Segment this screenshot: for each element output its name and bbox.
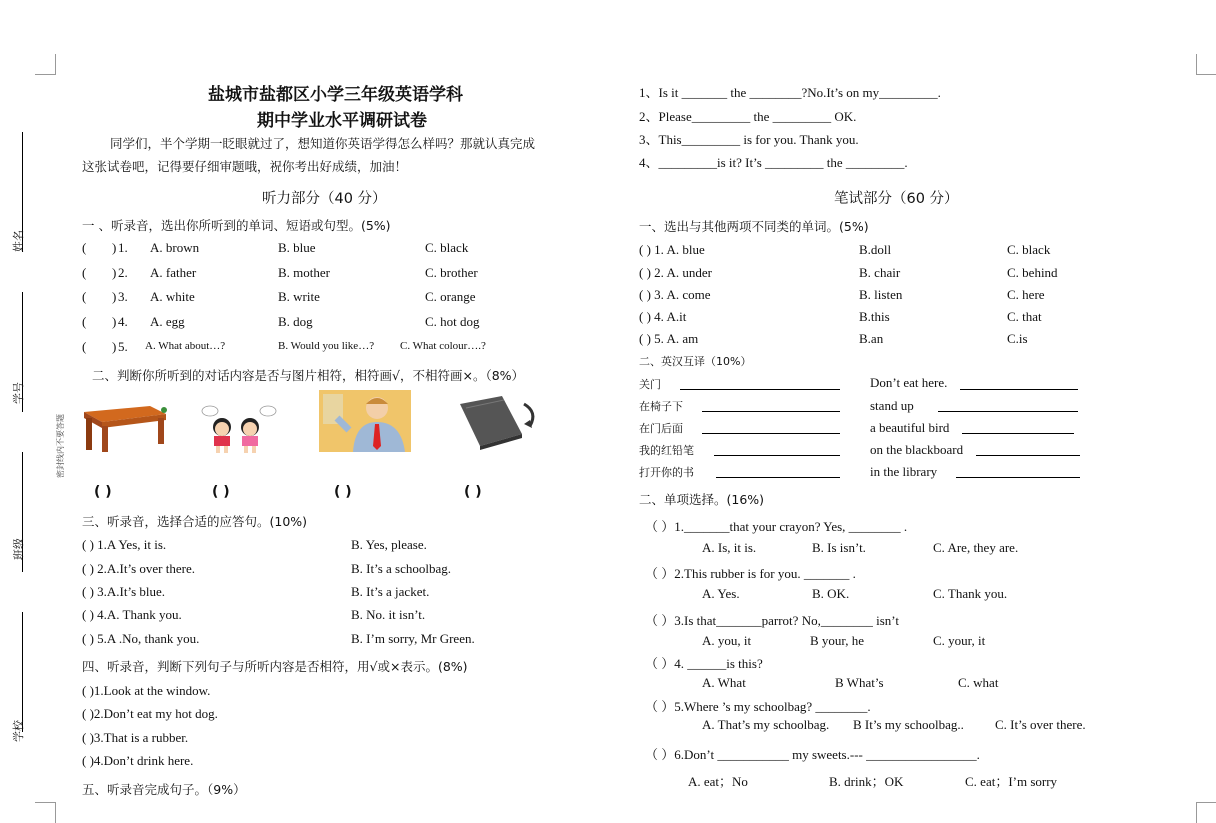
item-number: 1. bbox=[118, 240, 128, 255]
crop-mark-top-right bbox=[1196, 54, 1216, 75]
intro-line-2: 这张试卷吧，记得要仔细审题哦，祝你考出好成绩，加油！ bbox=[82, 159, 408, 174]
intro-line-1: 同学们，半个学期一眨眼就过了，想知道你英语学得怎么样吗？那就认真完成 bbox=[110, 136, 536, 151]
teacher-icon bbox=[319, 390, 411, 452]
statement: ( )2.Don’t eat my hot dog. bbox=[82, 706, 218, 721]
writing-title: 笔试部分（60 分） bbox=[834, 191, 959, 207]
en-phrase: in the library bbox=[870, 464, 938, 479]
option-b: B. No. it isn’t. bbox=[351, 607, 426, 622]
statement: ( )1.Look at the window. bbox=[82, 683, 211, 698]
en-phrase: on the blackboard bbox=[870, 442, 964, 457]
en-phrase: Don’t eat here. bbox=[870, 375, 948, 390]
listening-s4-title: 四、听录音，判断下列句子与所听内容是否相符，用√或×表示。(8%) bbox=[82, 659, 468, 674]
option-b: B. blue bbox=[278, 240, 316, 255]
exam-title-2: 期中学业水平调研试卷 bbox=[257, 111, 427, 131]
option-b: B. drink；OK bbox=[829, 774, 904, 789]
answer-line[interactable] bbox=[960, 389, 1078, 390]
option-b: B.an bbox=[859, 331, 884, 346]
option-b: B your, he bbox=[810, 633, 864, 648]
option-b: B. dog bbox=[278, 314, 313, 329]
paren-left: ( bbox=[82, 240, 87, 255]
answer-line[interactable] bbox=[938, 411, 1078, 412]
option-b: B. Is isn’t. bbox=[812, 540, 866, 555]
option-b: B. mother bbox=[278, 265, 330, 280]
listening-s5-title: 五、听录音完成句子。（9%） bbox=[82, 782, 246, 797]
option-c: C. Thank you. bbox=[933, 586, 1008, 601]
option-a: A. egg bbox=[150, 314, 185, 329]
option-c: C. What colour….? bbox=[400, 340, 486, 352]
book-icon bbox=[458, 394, 540, 450]
mc-question: （ ）6.Don’t ___________ my sweets.--- _________________. bbox=[645, 747, 980, 762]
answer-blank-4[interactable]: ( ) bbox=[464, 484, 482, 500]
mc-question: （ ）3.Is that_______parrot? No,________ isn’t bbox=[645, 613, 899, 628]
option-b: B. OK. bbox=[812, 586, 850, 601]
crop-mark-bottom-right bbox=[1196, 802, 1216, 823]
question: ( ) 3.A.It’s blue. bbox=[82, 584, 166, 599]
answer-line[interactable] bbox=[956, 477, 1080, 478]
question: ( ) 4. A.it bbox=[639, 309, 687, 324]
answer-blank-1[interactable]: ( ) bbox=[94, 484, 112, 500]
paren-right: ) bbox=[112, 289, 117, 304]
question: ( ) 1. A. blue bbox=[639, 242, 705, 257]
option-c: C. Are, they are. bbox=[933, 540, 1019, 555]
paren-right: ) bbox=[112, 314, 117, 329]
paren-left: ( bbox=[82, 339, 87, 354]
crop-mark-top-left bbox=[35, 54, 56, 75]
listening-s3-title: 三、听录音，选择合适的应答句。(10%) bbox=[82, 514, 308, 529]
option-c: C. brother bbox=[425, 265, 478, 280]
listening-s2-title: 二、判断你所听到的对话内容是否与图片相符，相符画√，不相符画×。（8%） bbox=[92, 368, 525, 383]
option-c: C. hot dog bbox=[425, 314, 480, 329]
answer-line[interactable] bbox=[976, 455, 1080, 456]
side-label-class: 班级 bbox=[12, 538, 25, 560]
side-tiny-text: 密封线内不要答题 bbox=[56, 414, 65, 478]
option-c: C.is bbox=[1007, 331, 1028, 346]
paren-right: ) bbox=[112, 240, 117, 255]
option-b: B.doll bbox=[859, 242, 892, 257]
answer-line[interactable] bbox=[680, 389, 840, 390]
item-number: 4. bbox=[118, 314, 128, 329]
statement: ( )3.That is a rubber. bbox=[82, 730, 189, 745]
option-c: C. It’s over there. bbox=[995, 717, 1086, 732]
cn-phrase: 我的红铅笔 bbox=[639, 444, 694, 457]
option-a: A. brown bbox=[150, 240, 200, 255]
en-phrase: stand up bbox=[870, 398, 914, 413]
exam-title-1: 盐城市盐都区小学三年级英语学科 bbox=[208, 85, 463, 105]
question: ( ) 2. A. under bbox=[639, 265, 712, 280]
paren-left: ( bbox=[82, 314, 87, 329]
option-b: B What’s bbox=[835, 675, 884, 690]
option-b: B. listen bbox=[859, 287, 903, 302]
answer-blank-3[interactable]: ( ) bbox=[334, 484, 352, 500]
question: ( ) 4.A. Thank you. bbox=[82, 607, 182, 622]
option-c: C. that bbox=[1007, 309, 1042, 324]
option-b: B. chair bbox=[859, 265, 901, 280]
writing-s3-title: 二、单项选择。(16%) bbox=[639, 492, 765, 507]
listening-title: 听力部分（40 分） bbox=[262, 191, 387, 207]
option-a: A. That’s my schoolbag. bbox=[702, 717, 830, 732]
en-phrase: a beautiful bird bbox=[870, 420, 950, 435]
crop-mark-bottom-left bbox=[35, 802, 56, 823]
question: ( ) 2.A.It’s over there. bbox=[82, 561, 195, 576]
fill-sentence: 4、_________is it? It’s _________ the _________. bbox=[639, 155, 908, 170]
fill-sentence: 1、Is it _______ the ________?No.It’s on my_________. bbox=[639, 85, 941, 100]
option-a: A. Is, it is. bbox=[702, 540, 757, 555]
desk-icon bbox=[80, 398, 170, 454]
option-c: C. black bbox=[425, 240, 469, 255]
side-label-name: 姓名 bbox=[12, 230, 25, 252]
answer-line[interactable] bbox=[962, 433, 1074, 434]
item-number: 3. bbox=[118, 289, 128, 304]
side-label-id: 学号 bbox=[12, 382, 25, 404]
option-a: A. you, it bbox=[702, 633, 752, 648]
option-c: C. here bbox=[1007, 287, 1045, 302]
option-b: B. I’m sorry, Mr Green. bbox=[351, 631, 475, 646]
writing-s1-title: 一、选出与其他两项不同类的单词。(5%) bbox=[639, 219, 869, 234]
option-b: B. It’s a schoolbag. bbox=[351, 561, 452, 576]
option-a: A. eat；No bbox=[688, 774, 748, 789]
question: ( ) 5.A .No, thank you. bbox=[82, 631, 200, 646]
answer-line[interactable] bbox=[702, 433, 840, 434]
option-b: B. write bbox=[278, 289, 320, 304]
option-a: A. Yes. bbox=[702, 586, 740, 601]
option-c: C. eat；I’m sorry bbox=[965, 774, 1058, 789]
cn-phrase: 关门 bbox=[639, 378, 661, 391]
mc-question: （ ）2.This rubber is for you. _______ . bbox=[645, 566, 856, 581]
binding-line-4 bbox=[22, 612, 23, 732]
cn-phrase: 打开你的书 bbox=[639, 466, 694, 479]
listening-s1-title: 一 、听录音，选出你所听到的单词、短语或句型。(5%) bbox=[82, 218, 391, 233]
paren-right: ) bbox=[112, 339, 117, 354]
statement: ( )4.Don’t drink here. bbox=[82, 753, 194, 768]
option-c: C. orange bbox=[425, 289, 476, 304]
answer-blank-2[interactable]: ( ) bbox=[212, 484, 230, 500]
answer-line[interactable] bbox=[716, 477, 840, 478]
two-girls-icon bbox=[192, 405, 282, 455]
option-b: B. Yes, please. bbox=[351, 537, 427, 552]
option-c: C. black bbox=[1007, 242, 1051, 257]
paren-left: ( bbox=[82, 265, 87, 280]
answer-line[interactable] bbox=[702, 411, 840, 412]
fill-sentence: 3、This_________ is for you. Thank you. bbox=[639, 132, 859, 147]
answer-line[interactable] bbox=[714, 455, 840, 456]
paren-left: ( bbox=[82, 289, 87, 304]
option-b: B. Would you like…? bbox=[278, 340, 375, 352]
question: ( ) 1.A Yes, it is. bbox=[82, 537, 167, 552]
side-label-school: 学校 bbox=[12, 720, 25, 742]
writing-s2-title: 二、英汉互译（10%） bbox=[639, 355, 752, 368]
fill-sentence: 2、Please_________ the _________ OK. bbox=[639, 109, 857, 124]
paren-right: ) bbox=[112, 265, 117, 280]
option-a: A. What bbox=[702, 675, 746, 690]
option-a: A. father bbox=[150, 265, 197, 280]
mc-question: （ ）1._______that your crayon? Yes, ________ . bbox=[645, 519, 908, 534]
option-c: C. your, it bbox=[933, 633, 986, 648]
cn-phrase: 在椅子下 bbox=[639, 400, 683, 413]
option-b: B.this bbox=[859, 309, 890, 324]
option-a: A. What about…? bbox=[145, 340, 226, 352]
mc-question: （ ）5.Where ’s my schoolbag? ________. bbox=[645, 699, 871, 714]
item-number: 2. bbox=[118, 265, 128, 280]
mc-question: （ ）4. ______is this? bbox=[645, 656, 763, 671]
item-number: 5. bbox=[118, 339, 128, 354]
option-b: B It’s my schoolbag.. bbox=[853, 717, 964, 732]
question: ( ) 3. A. come bbox=[639, 287, 711, 302]
question: ( ) 5. A. am bbox=[639, 331, 699, 346]
option-a: A. white bbox=[150, 289, 195, 304]
option-b: B. It’s a jacket. bbox=[351, 584, 430, 599]
cn-phrase: 在门后面 bbox=[639, 422, 683, 435]
option-c: C. what bbox=[958, 675, 999, 690]
option-c: C. behind bbox=[1007, 265, 1058, 280]
